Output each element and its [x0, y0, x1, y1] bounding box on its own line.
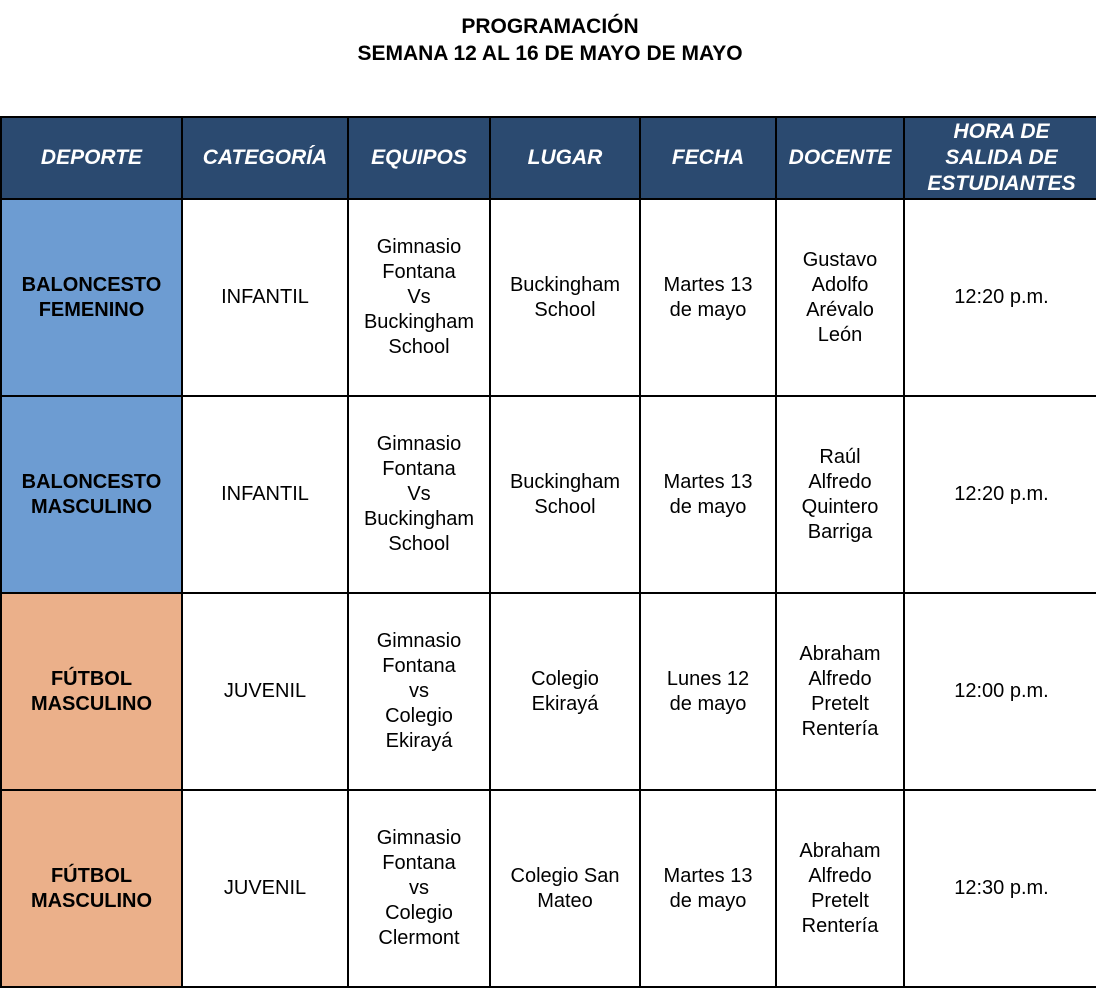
docente-cell [776, 396, 904, 593]
categoria-cell: JUVENIL [182, 593, 348, 790]
equipos-line: Gimnasio [376, 827, 462, 849]
lugar-line: Ekirayá [531, 692, 599, 715]
deporte-cell [1, 790, 182, 987]
equipos-line: Ekirayá [385, 730, 453, 752]
deporte-line: MASCULINO [30, 495, 153, 518]
equipos-line: Clermont [378, 927, 460, 949]
title-line-1: PROGRAMACIÓN [461, 15, 639, 38]
fecha-line: de mayo [669, 692, 747, 715]
deporte-line: MASCULINO [30, 889, 153, 912]
deporte-line: MASCULINO [30, 692, 153, 715]
table-row [1, 199, 1096, 396]
lugar-cell [490, 593, 640, 790]
header-hora-line-1: HORA DE [953, 120, 1050, 143]
fecha-line: Martes 13 [663, 273, 753, 296]
docente-cell [776, 593, 904, 790]
header-categoria: CATEGORÍA [182, 117, 348, 199]
docente-line: Raúl [819, 445, 861, 468]
deporte-line: FÚTBOL [50, 667, 133, 690]
equipos-cell [348, 396, 490, 593]
equipos-line: Gimnasio [376, 630, 462, 652]
equipos-line: School [388, 533, 450, 555]
equipos-line: School [388, 336, 450, 358]
lugar-line: Colegio [531, 667, 599, 690]
lugar-cell [490, 199, 640, 396]
docente-cell [776, 790, 904, 987]
equipos-line: vs [409, 680, 429, 702]
fecha-cell [640, 593, 776, 790]
docente-line: Rentería [801, 717, 879, 740]
docente-line: Rentería [801, 914, 879, 937]
lugar-line: Colegio San [510, 864, 620, 887]
deporte-cell [1, 199, 182, 396]
fecha-line: Martes 13 [663, 864, 753, 887]
header-fecha: FECHA [640, 117, 776, 199]
docente-line: Gustavo [802, 248, 878, 271]
docente-line: Barriga [807, 520, 873, 543]
docente-line: Alfredo [808, 470, 872, 493]
equipos-line: Buckingham [363, 311, 475, 333]
hora-cell: 12:00 p.m. [904, 593, 1096, 790]
docente-line: Abraham [799, 839, 881, 862]
equipos-line: Fontana [382, 261, 456, 283]
fecha-line: de mayo [669, 298, 747, 321]
schedule-table [0, 116, 1096, 988]
fecha-line: de mayo [669, 889, 747, 912]
equipos-line: vs [409, 877, 429, 899]
deporte-line: FÚTBOL [50, 864, 133, 887]
fecha-cell [640, 790, 776, 987]
header-hora-salida [904, 117, 1096, 199]
docente-line: Abraham [799, 642, 881, 665]
docente-line: Quintero [801, 495, 879, 518]
docente-cell [776, 199, 904, 396]
docente-line: Pretelt [811, 692, 869, 715]
equipos-line: Gimnasio [376, 433, 462, 455]
categoria-cell: INFANTIL [182, 199, 348, 396]
equipos-cell [348, 593, 490, 790]
equipos-line: Colegio [385, 902, 453, 924]
hora-cell: 12:20 p.m. [904, 199, 1096, 396]
header-row [1, 117, 1096, 199]
title-line-2: SEMANA 12 AL 16 DE MAYO DE MAYO [357, 42, 743, 65]
header-hora-line-3: ESTUDIANTES [927, 172, 1076, 195]
fecha-line: Lunes 12 [666, 667, 750, 690]
docente-line: Pretelt [811, 889, 869, 912]
lugar-line: School [534, 298, 596, 321]
equipos-line: Gimnasio [376, 236, 462, 258]
lugar-line: Buckingham [509, 470, 621, 493]
page-title [0, 13, 1096, 67]
fecha-line: de mayo [669, 495, 747, 518]
equipos-line: Fontana [382, 458, 456, 480]
header-deporte: DEPORTE [1, 117, 182, 199]
lugar-line: School [534, 495, 596, 518]
header-docente: DOCENTE [776, 117, 904, 199]
deporte-cell [1, 593, 182, 790]
docente-line: Alfredo [808, 667, 872, 690]
lugar-cell [490, 396, 640, 593]
docente-line: Alfredo [808, 864, 872, 887]
deporte-line: BALONCESTO [21, 470, 162, 493]
equipos-line: Vs [407, 286, 431, 308]
header-hora-line-2: SALIDA DE [945, 146, 1058, 169]
fecha-cell [640, 199, 776, 396]
lugar-line: Buckingham [509, 273, 621, 296]
docente-line: Adolfo [811, 273, 869, 296]
lugar-cell [490, 790, 640, 987]
hora-cell: 12:30 p.m. [904, 790, 1096, 987]
docente-line: León [817, 323, 863, 346]
table-row [1, 593, 1096, 790]
header-equipos: EQUIPOS [348, 117, 490, 199]
fecha-cell [640, 396, 776, 593]
table-row [1, 396, 1096, 593]
hora-cell: 12:20 p.m. [904, 396, 1096, 593]
table-row [1, 790, 1096, 987]
equipos-line: Fontana [382, 655, 456, 677]
deporte-line: FEMENINO [38, 298, 145, 321]
docente-line: Arévalo [806, 298, 874, 321]
deporte-cell [1, 396, 182, 593]
fecha-line: Martes 13 [663, 470, 753, 493]
equipos-line: Fontana [382, 852, 456, 874]
categoria-cell: INFANTIL [182, 396, 348, 593]
equipos-cell [348, 790, 490, 987]
equipos-line: Buckingham [363, 508, 475, 530]
lugar-line: Mateo [537, 889, 593, 912]
equipos-line: Vs [407, 483, 431, 505]
header-lugar: LUGAR [490, 117, 640, 199]
equipos-cell [348, 199, 490, 396]
categoria-cell: JUVENIL [182, 790, 348, 987]
deporte-line: BALONCESTO [21, 273, 162, 296]
equipos-line: Colegio [385, 705, 453, 727]
